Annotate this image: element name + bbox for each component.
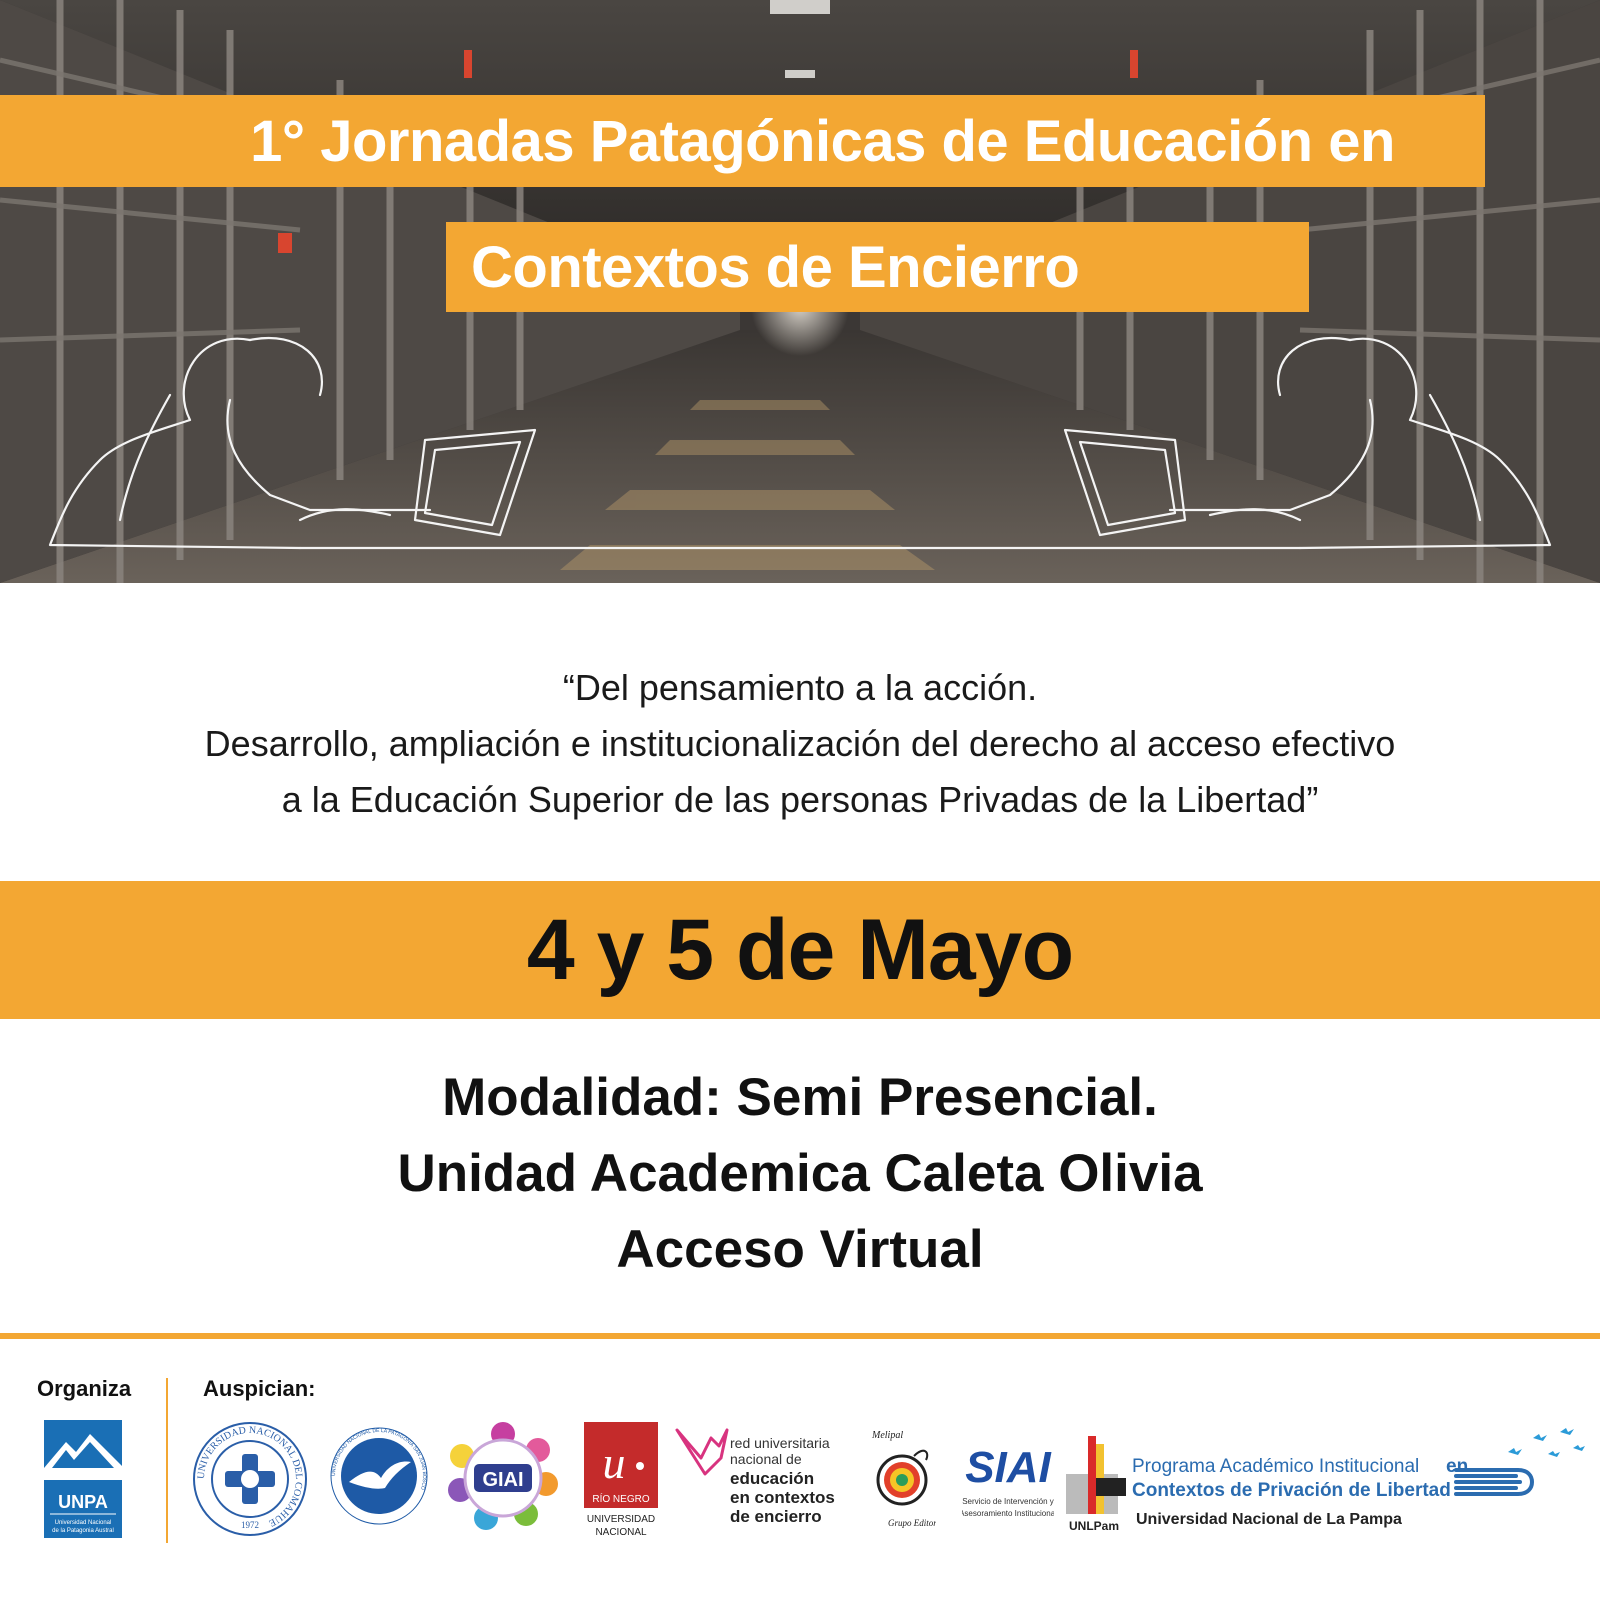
unlpam-logo	[1066, 1426, 1136, 1536]
svg-text:educación: educación	[730, 1469, 815, 1488]
comahue-seal-logo	[191, 1420, 309, 1538]
giai-logo	[446, 1420, 561, 1532]
svg-text:de la Patagonia Austral: de la Patagonia Austral	[52, 1528, 114, 1534]
svg-text:RÍO NEGRO: RÍO NEGRO	[592, 1494, 650, 1505]
siai-logo	[962, 1424, 1054, 1536]
svg-text:Contextos de Privación de Libe: Contextos de Privación de Libertad	[1132, 1480, 1451, 1501]
svg-text:en: en	[1446, 1456, 1469, 1477]
svg-text:u: u	[602, 1437, 626, 1488]
motto-line2: Desarrollo, ampliación e institucionalización del derecho al acceso efectivo	[204, 723, 1396, 764]
title-band-1	[0, 95, 1485, 187]
event-title-line1: 1° Jornadas Patagónicas de Educación en	[250, 108, 1395, 174]
auspician-label: Auspician:	[203, 1376, 316, 1401]
svg-text:NACIONAL: NACIONAL	[595, 1527, 647, 1538]
title-band-2	[446, 222, 1309, 312]
svg-text:UNIVERSIDAD: UNIVERSIDAD	[586, 1514, 656, 1525]
svg-text:Asesoramiento Institucional: Asesoramiento Institucional	[962, 1509, 1054, 1518]
footer-vertical-separator	[166, 1378, 168, 1543]
event-motto	[0, 660, 1600, 828]
svg-text:red universitaria: red universitaria	[730, 1435, 830, 1451]
svg-text:Servicio de Intervención y: Servicio de Intervención y	[962, 1497, 1054, 1506]
organiza-label: Organiza	[37, 1376, 132, 1401]
svg-text:SIAI: SIAI	[965, 1443, 1051, 1492]
footer-divider	[0, 1333, 1600, 1339]
svg-text:Melipal: Melipal	[872, 1430, 904, 1441]
modality-text: Modalidad: Semi Presencial.	[442, 1068, 1158, 1127]
unpsjb-seal-logo	[329, 1420, 429, 1532]
unpa-logo	[44, 1420, 122, 1538]
svg-text:UNPA: UNPA	[58, 1492, 108, 1512]
svg-text:UNIVERSIDAD NACIONAL DEL COMAH: UNIVERSIDAD NACIONAL DEL COMAHUE	[195, 1424, 305, 1529]
event-title-line2: Contextos de Encierro	[471, 234, 1080, 300]
motto-line1: “Del pensamiento a la acción.	[562, 667, 1038, 708]
date-band	[0, 881, 1600, 1019]
melipal-logo	[868, 1416, 936, 1534]
svg-text:UNLPam: UNLPam	[1068, 1519, 1120, 1533]
svg-text:Programa Académico Institucion: Programa Académico Institucional	[1132, 1456, 1420, 1477]
svg-text:Universidad Nacional de La Pam: Universidad Nacional de La Pampa	[1136, 1511, 1402, 1528]
programa-academico-logo	[1128, 1424, 1588, 1536]
hero-banner	[0, 0, 1600, 583]
motto-line3: a la Educación Superior de las personas Privadas de la Libertad”	[281, 779, 1319, 820]
event-date: 4 y 5 de Mayo	[526, 901, 1074, 998]
svg-text:en contextos: en contextos	[730, 1488, 835, 1507]
event-details	[0, 1060, 1600, 1288]
access-text: Acceso Virtual	[616, 1220, 984, 1279]
svg-text:UNIVERSIDAD NACIONAL DE LA PAT: UNIVERSIDAD NACIONAL DE LA PATAGONIA SAN JUAN BOSCO	[330, 1427, 428, 1491]
svg-text:de encierro: de encierro	[730, 1507, 822, 1526]
svg-text:nacional de: nacional de	[730, 1451, 802, 1467]
venue-text: Unidad Academica Caleta Olivia	[397, 1144, 1203, 1203]
red-universitaria-logo	[675, 1424, 865, 1536]
svg-text:1972: 1972	[241, 1520, 259, 1530]
svg-text:Universidad Nacional: Universidad Nacional	[54, 1520, 112, 1526]
rio-negro-logo	[584, 1422, 658, 1540]
svg-text:Grupo Editor: Grupo Editor	[888, 1518, 936, 1528]
svg-text:GIAI: GIAI	[482, 1469, 524, 1491]
